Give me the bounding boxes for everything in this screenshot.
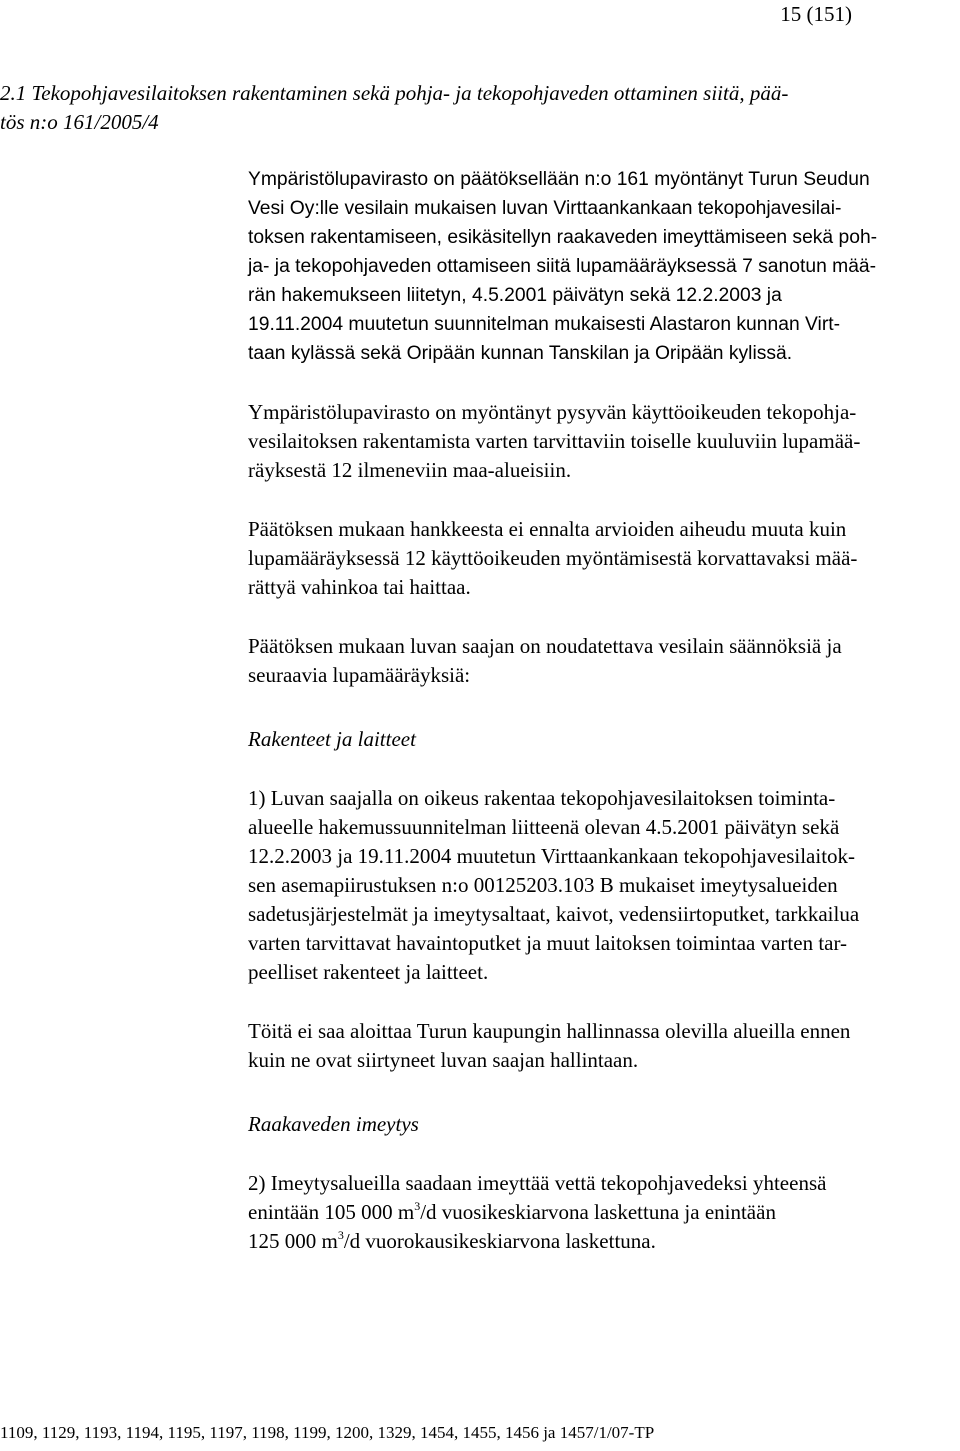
text-line: peelliset rakenteet ja laitteet. xyxy=(248,960,489,984)
section-heading-line-2: tös n:o 161/2005/4 xyxy=(0,110,159,134)
text-line: Päätöksen mukaan hankkeesta ei ennalta arvioiden aiheudu muuta kuin xyxy=(248,517,847,541)
text-fragment: 125 000 m xyxy=(248,1229,338,1253)
superscript: 3 xyxy=(337,1228,344,1242)
text-line: kuin ne ovat siirtyneet luvan saajan hallintaan. xyxy=(248,1048,639,1072)
text-line: rättyä vahinkoa tai haittaa. xyxy=(248,575,471,599)
text-line: ja- ja tekopohjaveden ottamiseen siitä lupamääräyksessä 7 sanotun mää- xyxy=(248,256,877,277)
text-line: toksen rakentamiseen, esikäsitellyn raakaveden imeyttämiseen sekä poh- xyxy=(248,227,878,248)
decision-summary-paragraph xyxy=(248,165,960,368)
text-line: Ympäristölupavirasto on myöntänyt pysyvän käyttöoikeuden tekopohja- xyxy=(248,400,857,424)
text-line xyxy=(248,1229,656,1253)
text-line: 1) Luvan saajalla on oikeus rakentaa tekopohjavesilaitoksen toiminta- xyxy=(248,786,836,810)
document-body xyxy=(248,165,960,1256)
section-heading-line-1: 2.1 Tekopohjavesilaitoksen rakentaminen sekä pohja- ja tekopohjaveden ottaminen siitä, pää- xyxy=(0,81,789,105)
permit-conditions-intro-paragraph xyxy=(248,632,960,690)
text-line: taan kylässä sekä Oripään kunnan Tanskilan ja Oripään kylissä. xyxy=(248,343,793,364)
condition-2-paragraph xyxy=(248,1169,960,1256)
subheading-structures: Rakenteet ja laitteet xyxy=(248,727,416,751)
work-start-paragraph xyxy=(248,1017,960,1075)
damage-assessment-paragraph xyxy=(248,515,960,602)
usage-right-paragraph xyxy=(248,398,960,485)
text-line: Töitä ei saa aloittaa Turun kaupungin hallinnassa olevilla alueilla ennen xyxy=(248,1019,851,1043)
text-line: alueelle hakemussuunnitelman liitteenä olevan 4.5.2001 päivätyn sekä xyxy=(248,815,840,839)
text-line: 2) Imeytysalueilla saadaan imeyttää vettä tekopohjavedeksi yhteensä xyxy=(248,1171,827,1195)
text-line: 12.2.2003 ja 19.11.2004 muutetun Virttaankankaan tekopohjavesilaitok- xyxy=(248,844,856,868)
page-number: 15 (151) xyxy=(780,2,852,26)
text-line: räyksestä 12 ilmeneviin maa-alueisiin. xyxy=(248,458,572,482)
text-line: varten tarvittavat havaintoputket ja muut laitoksen toimintaa varten tar- xyxy=(248,931,848,955)
text-line: Päätöksen mukaan luvan saajan on noudatettava vesilain säännöksiä ja xyxy=(248,634,842,658)
superscript: 3 xyxy=(414,1199,421,1213)
section-heading xyxy=(0,79,956,137)
subheading-raw-water-infiltration: Raakaveden imeytys xyxy=(248,1112,419,1136)
text-line: Vesi Oy:lle vesilain mukaisen luvan Virttaankankaan tekopohjavesilai- xyxy=(248,198,842,219)
footer-reference: 1109, 1129, 1193, 1194, 1195, 1197, 1198, 1199, 1200, 1329, 1454, 1455, 1456 ja 1457/1/07-TP xyxy=(0,1423,655,1442)
text-line: sen asemapiirustuksen n:o 00125203.103 B mukaiset imeytysalueiden xyxy=(248,873,838,897)
text-fragment: enintään 105 000 m xyxy=(248,1200,415,1224)
text-line: 19.11.2004 muutetun suunnitelman mukaisesti Alastaron kunnan Virt- xyxy=(248,314,841,335)
text-line: Ympäristölupavirasto on päätöksellään n:o 161 myöntänyt Turun Seudun xyxy=(248,169,870,190)
text-line: seuraavia lupamääräyksiä: xyxy=(248,663,471,687)
text-line: lupamääräyksessä 12 käyttöoikeuden myöntämisestä korvattavaksi mää- xyxy=(248,546,858,570)
condition-1-paragraph xyxy=(248,784,960,987)
text-line: vesilaitoksen rakentamista varten tarvittaviin toiselle kuuluviin lupamää- xyxy=(248,429,861,453)
text-line xyxy=(248,1200,776,1224)
text-fragment: /d vuosikeskiarvona laskettuna ja enintään xyxy=(420,1200,776,1224)
text-line: rän hakemukseen liitetyn, 4.5.2001 päivätyn sekä 12.2.2003 ja xyxy=(248,285,782,306)
text-fragment: /d vuorokausikeskiarvona laskettuna. xyxy=(343,1229,656,1253)
text-line: sadetusjärjestelmät ja imeytysaltaat, kaivot, vedensiirtoputket, tarkkailua xyxy=(248,902,860,926)
